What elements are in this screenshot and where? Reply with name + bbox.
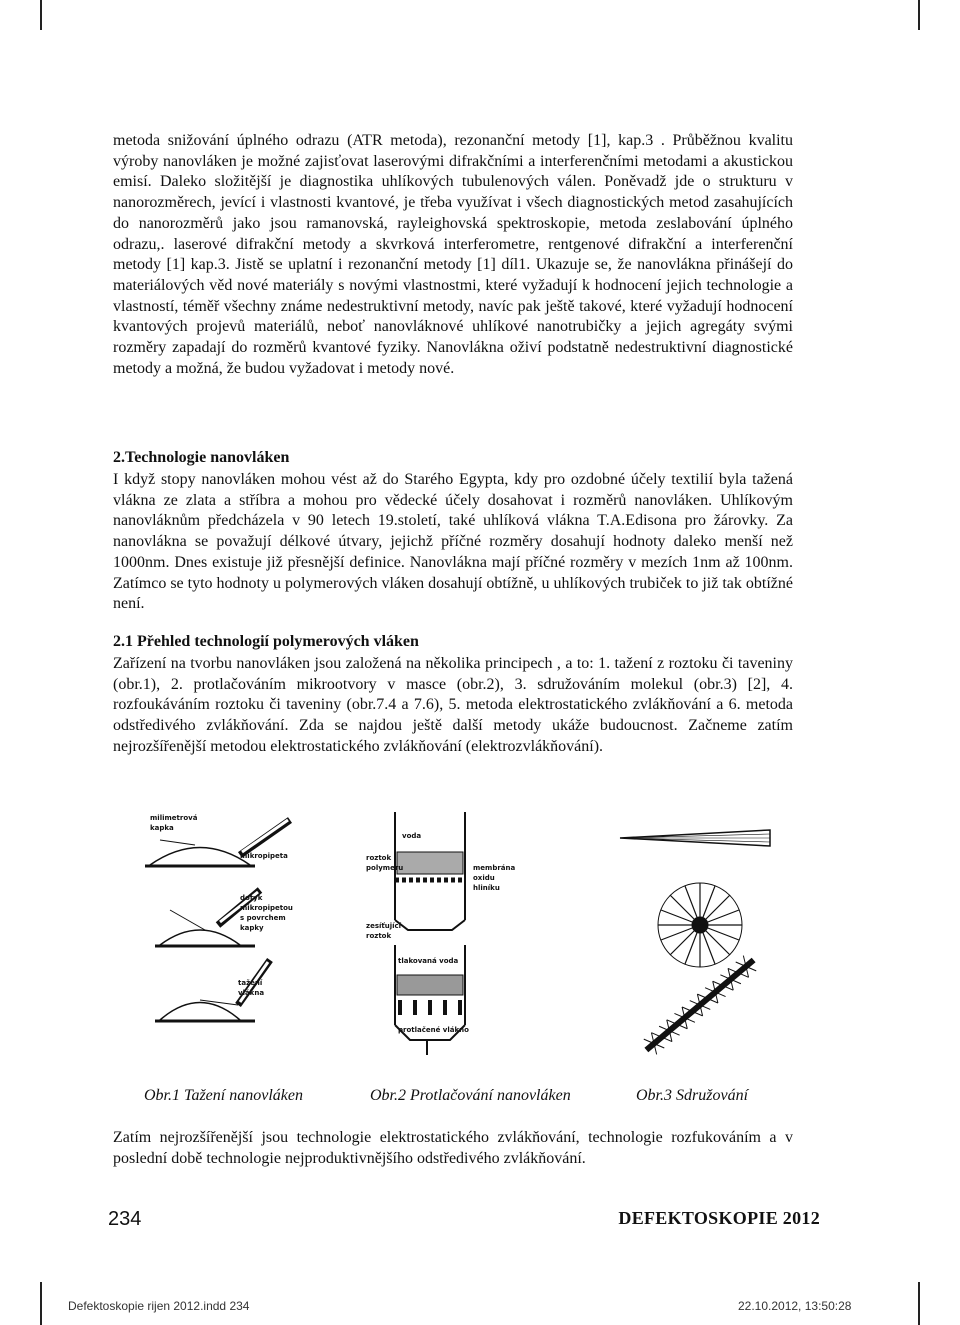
fig1-label: kapka xyxy=(150,824,174,832)
crop-mark xyxy=(918,1282,920,1325)
fig2-label: protlačené vlákno xyxy=(398,1026,469,1034)
paragraph-methods: Zařízení na tvorbu nanovláken jsou založená na několika principech , a to: 1. tažení z roztoku či taveniny (obr.1), 2. protlačováním mikrootvory v masce (obr.2), 3. sdružováním molekul (obr.3) [2], 4. rozfoukáváním roztoku či taveniny (obr.7.4 a 7.6), 5. metoda elektrostatického zvlákňování a 6. metoda odstředivého zvlákňování. Zda se najdou ještě další metody ukáže budoucnost. Začneme zatím nejrozšířenější metodou elektrostatického zvlákňování (elektrozvlákňování). xyxy=(113,655,793,755)
fig1-label: s povrchem xyxy=(240,914,286,922)
figure-extrusion xyxy=(395,812,465,1055)
fig1-label: milimetrová xyxy=(150,814,198,822)
fig2-label: tlakovaná voda xyxy=(398,957,459,965)
fig2-label: oxidu xyxy=(473,874,495,882)
fig1-label: dotyk xyxy=(240,894,263,902)
fig1-label: mikropipeta xyxy=(240,852,288,860)
crop-mark xyxy=(40,1282,42,1325)
fig1-label: mikropipetou xyxy=(240,904,293,912)
caption-fig1: Obr.1 Tažení nanovláken xyxy=(144,1087,303,1104)
fig2-label: voda xyxy=(402,832,422,840)
fig1-label: tažení xyxy=(238,979,263,987)
crop-mark xyxy=(918,0,920,30)
paragraph-summary: Zatím nejrozšířenější jsou technologie elektrostatického zvlákňování, technologie rozfukováním a v poslední době technologie nejproduktivnějšího odstředivého zvlákňování. xyxy=(113,1129,793,1167)
caption-fig2: Obr.2 Protlačování nanovláken xyxy=(370,1087,571,1104)
fig2-label: roztok xyxy=(366,932,392,940)
figures xyxy=(140,800,800,1060)
imprint-file: Defektoskopie rijen 2012.indd 234 xyxy=(68,1299,250,1313)
paragraph-history: I když stopy nanovláken mohou vést až do Starého Egypta, kdy pro ozdobné účely textilií byla tažená vlákna ze zlata a stříbra a mohou pro vědecké účely dosahovat i rozměrů nanovláken. Uhlíkovým nanovláknům předcházela v 90 letech 19.století, také uhlíková vlákna T.A.Edisona pro žárovky. Za nanovlákna se považují délkové útvary, jejichž příčné rozměry dosahují hodnoty daleko menší než 1000nm. Dnes existuje již přesnější definice. Nanovlákna mají příčné rozměry v mezích 1nm až 100nm. Zatímco se tyto hodnoty u polymerových vláken dosahují obtížně, u uhlíkových trubiček to již tak obtížné není. xyxy=(113,471,793,613)
fig2-label: hliníku xyxy=(473,884,500,892)
fig2-label: membrána xyxy=(473,864,516,872)
fig2-label: polymeru xyxy=(366,864,404,872)
paragraph-intro: metoda snižování úplného odrazu (ATR metoda), rezonanční metody [1], kap.3 . Průběžnou kvalitu výroby nanovláken je možné zajisťovat laserovými difrakčními a interferenčními metodami a akustickou emisí. Daleko složitější je diagnostika uhlíkových tubulenových válen. Poněvadž jde o strukturu v nanorozměrech, jevící i vlastnosti kvantové, je třeba využívat i všech diagnostických metod zasahujících do nanorozměrů jako jsou ramanovská, rayleighovská spektroskopie, metoda zeslabování úplného odrazu,. laserové difrakční metody a skvrková interferometre, rentgenové difrakční a interferenční metody [1] kap.3. Jistě se uplatní i rezonanční metody [1] díl1. Ukazuje se, že nanovlákna přinášejí do materiálových věd nové materiály s novými vlastnostmi, které vyžadují k hodnocení jejich technologie a vlastností, téměř všechny známe nedestruktivní metody, navíc pak ještě takové, které vyžadují hodnocení kvantových projevů materiálů, neboť nanovláknové uhlíkové nanotrubičky a jejich agregáty svými rozměry zapadají do rozměrů kvantové fyziky. Nanovlákna oživí podstatně nedestruktivní diagnostické metody a možná, že budou vyžadovat i metody nové. xyxy=(113,132,793,377)
fig2-label: zesíťující xyxy=(366,922,402,930)
page-number: 234 xyxy=(108,1208,142,1230)
subsection-heading: 2.1 Přehled technologií polymerových vláken xyxy=(113,633,419,650)
journal-title: DEFEKTOSKOPIE 2012 xyxy=(618,1208,820,1228)
figure-assembly xyxy=(620,830,770,1058)
caption-fig3: Obr.3 Sdružování xyxy=(636,1087,749,1104)
crop-mark xyxy=(40,0,42,30)
fig2-label: roztok xyxy=(366,854,392,862)
fig1-label: vlákna xyxy=(238,989,265,997)
fig1-label: kapky xyxy=(240,924,264,932)
imprint-date: 22.10.2012, 13:50:28 xyxy=(738,1299,852,1313)
section-heading: 2.Technologie nanovláken xyxy=(113,449,290,466)
